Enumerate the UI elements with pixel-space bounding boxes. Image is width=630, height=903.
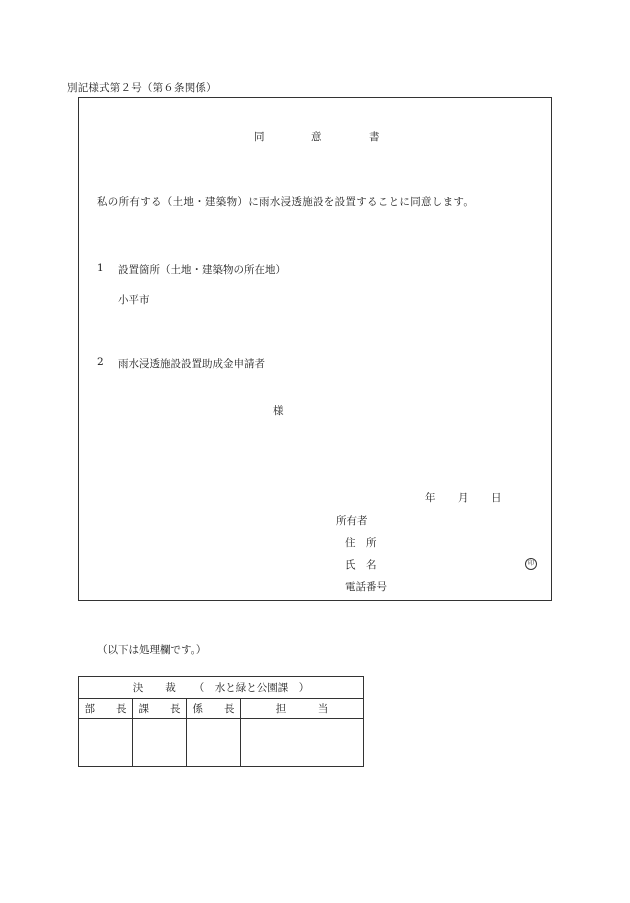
- title-char-3: 書: [369, 131, 380, 143]
- approval-cell-staff: [241, 719, 364, 767]
- approval-table: [78, 676, 364, 767]
- owner-address-label: 住 所: [345, 537, 377, 549]
- owner-phone-label: 電話番号: [345, 581, 387, 593]
- consent-statement: 私の所有する（土地・建築物）に雨水浸透施設を設置することに同意します。: [97, 196, 475, 208]
- approval-cell-director: [79, 719, 133, 767]
- approval-cell-section-chief: [133, 719, 187, 767]
- title-char-2: 意: [311, 131, 322, 143]
- section-1-label: 設置箇所（土地・建築物の所在地）: [118, 264, 286, 276]
- column-header-director: 部 長: [79, 699, 133, 719]
- approval-cell-subsection-chief: [187, 719, 241, 767]
- column-header-section-chief: 課 長: [133, 699, 187, 719]
- seal-mark-icon: 印: [525, 558, 537, 570]
- approval-title-char-1: 決: [132, 682, 144, 694]
- column-header-subsection-chief: 係 長: [187, 699, 241, 719]
- applicant-honorific: 様: [273, 405, 284, 417]
- column-header-staff: 担 当: [241, 699, 364, 719]
- processing-section-note: （以下は処理欄です。）: [97, 644, 207, 656]
- owner-name-label: 氏 名: [345, 559, 377, 571]
- approval-title: [79, 677, 364, 699]
- section-1-number: 1: [97, 262, 104, 274]
- approval-department: （ 水と緑と公園課 ）: [193, 682, 310, 694]
- date-month-label: 月: [458, 492, 469, 504]
- form-number-label: 別記様式第２号（第６条関係）: [67, 82, 217, 94]
- consent-form-box: [78, 97, 552, 601]
- section-2-label: 雨水浸透施設設置助成金申請者: [118, 358, 265, 370]
- owner-heading: 所有者: [336, 515, 368, 527]
- date-day-label: 日: [491, 492, 502, 504]
- installation-location-value: 小平市: [118, 294, 150, 306]
- section-2-number: 2: [97, 356, 104, 368]
- date-year-label: 年: [425, 492, 436, 504]
- approval-title-char-2: 裁: [165, 682, 176, 694]
- title-char-1: 同: [254, 131, 265, 143]
